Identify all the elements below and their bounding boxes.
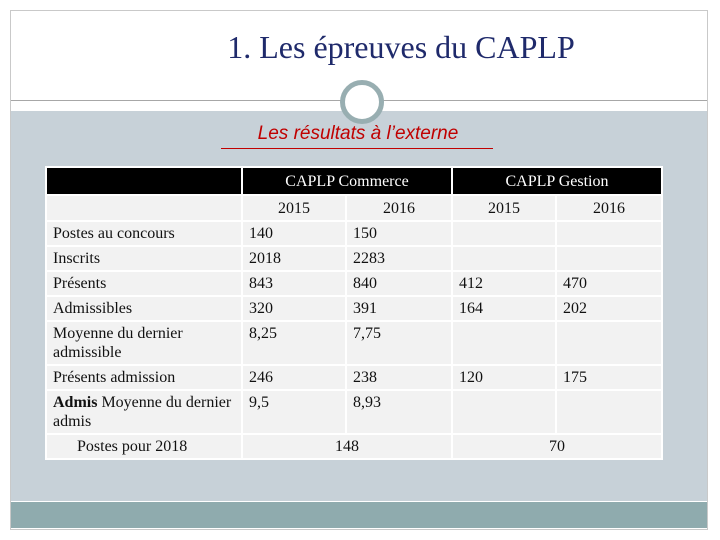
cell-value: 238	[346, 365, 452, 390]
cell-value: 2018	[242, 246, 346, 271]
subtitle-underline	[221, 148, 493, 149]
cell-value: 840	[346, 271, 452, 296]
cell-value	[556, 390, 662, 434]
row-label: Postes au concours	[46, 221, 242, 246]
circle-ornament-icon	[340, 80, 384, 124]
cell-value: 470	[556, 271, 662, 296]
cell-value	[452, 221, 556, 246]
cell-value: 9,5	[242, 390, 346, 434]
slide-subtitle: Les résultats à l’externe	[257, 123, 459, 144]
cell-value: 150	[346, 221, 452, 246]
table-row	[46, 365, 662, 390]
cell-value: 8,93	[346, 390, 452, 434]
header-blank-cell	[46, 167, 242, 195]
cell-value	[452, 390, 556, 434]
cell-value	[556, 221, 662, 246]
year-gestion-2016: 2016	[556, 195, 662, 221]
table-row-postes-2018	[46, 434, 662, 459]
table-row	[46, 390, 662, 434]
table-row	[46, 271, 662, 296]
table-row	[46, 321, 662, 365]
row-label: Inscrits	[46, 246, 242, 271]
cell-value: 8,25	[242, 321, 346, 365]
cell-commerce-2018: 148	[242, 434, 452, 459]
cell-value: 120	[452, 365, 556, 390]
row-label: Présents	[46, 271, 242, 296]
cell-value: 412	[452, 271, 556, 296]
year-commerce-2016: 2016	[346, 195, 452, 221]
row-label-rest: Moyenne du dernier admis	[53, 394, 232, 430]
cell-value: 175	[556, 365, 662, 390]
cell-value: 843	[242, 271, 346, 296]
row-label	[46, 390, 242, 434]
results-table	[45, 166, 663, 460]
cell-value	[556, 246, 662, 271]
row-label: Postes pour 2018	[46, 434, 242, 459]
cell-value: 164	[452, 296, 556, 321]
bottom-bar	[11, 502, 707, 528]
cell-value: 7,75	[346, 321, 452, 365]
header-commerce: CAPLP Commerce	[242, 167, 452, 195]
row-label-bold: Admis	[53, 394, 98, 411]
cell-value	[452, 321, 556, 365]
year-header-row	[46, 195, 662, 221]
cell-value: 246	[242, 365, 346, 390]
cell-value: 320	[242, 296, 346, 321]
row-label: Admissibles	[46, 296, 242, 321]
year-gestion-2015: 2015	[452, 195, 556, 221]
row-label: Moyenne du dernier admissible	[46, 321, 242, 365]
year-blank-cell	[46, 195, 242, 221]
cell-value	[452, 246, 556, 271]
table-row	[46, 296, 662, 321]
cell-value: 140	[242, 221, 346, 246]
cell-value	[556, 321, 662, 365]
slide-title: 1. Les épreuves du CAPLP	[227, 29, 575, 65]
cell-value: 391	[346, 296, 452, 321]
cell-value: 202	[556, 296, 662, 321]
table-row	[46, 221, 662, 246]
group-header-row	[46, 167, 662, 195]
cell-value: 2283	[346, 246, 452, 271]
year-commerce-2015: 2015	[242, 195, 346, 221]
table-row	[46, 246, 662, 271]
header-gestion: CAPLP Gestion	[452, 167, 662, 195]
row-label: Présents admission	[46, 365, 242, 390]
cell-gestion-2018: 70	[452, 434, 662, 459]
